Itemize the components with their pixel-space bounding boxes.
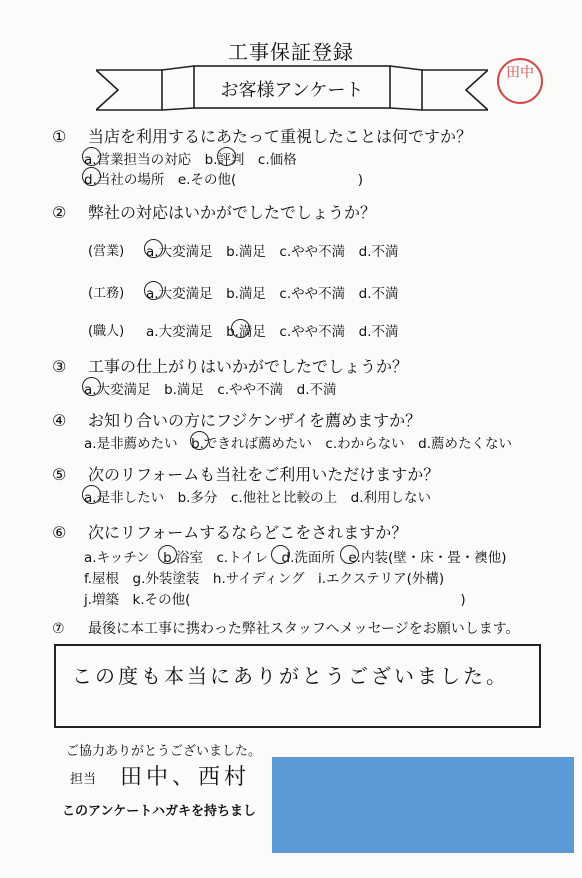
q5-options: a.是非したい b.多分 c.他社と比較の上 d.利用しない [84, 490, 431, 506]
question-number: ⑥ [52, 523, 67, 542]
answer-circle-d [82, 167, 101, 186]
answer-circle-e [340, 545, 359, 564]
question-text: お知り合いの方にフジケンザイを薦めますか？ [88, 411, 422, 430]
redaction-sticker [272, 757, 574, 853]
q6-options-line3: j.増築 k.その他( ) [84, 592, 466, 608]
q3-options: a.大変満足 b.満足 c.やや不満 d.不満 [84, 382, 337, 398]
answer-circle-b [190, 431, 209, 450]
q2-construction-options: a.大変満足 b.満足 c.やや不満 d.不満 [146, 286, 399, 302]
q1-options-line1: a.営業担当の対応 b.評判 c.価格 [84, 152, 297, 168]
answer-circle-b [217, 147, 236, 166]
answer-circle-b [231, 319, 250, 338]
answer-circle-a [82, 485, 101, 504]
question-number: ② [52, 203, 67, 222]
question-number: ④ [52, 411, 67, 430]
question-text: 弊社の対応はいかがでしたでしょうか？ [88, 203, 377, 222]
question-6 [52, 520, 407, 543]
thanks-text: ご協力ありがとうございました。 [66, 744, 262, 759]
row-label-craftsman: (職人) [88, 324, 125, 339]
answer-circle-b [158, 545, 177, 564]
question-number: ③ [52, 357, 67, 376]
tanto-label: 担当 [70, 772, 97, 787]
question-1 [52, 124, 472, 147]
question-text: 次のリフォームも当社をご利用いただけますか？ [88, 465, 440, 484]
question-number: ⑦ [52, 621, 65, 637]
question-7 [52, 618, 520, 638]
answer-circle-a [82, 147, 101, 166]
staff-signature: 田中、西村 [120, 765, 251, 790]
page-subtitle: お客様アンケート [220, 80, 364, 101]
question-5 [52, 462, 439, 485]
question-3 [52, 354, 408, 377]
question-4 [52, 408, 421, 431]
page-title: 工事保証登録 [228, 40, 354, 64]
q2-craftsman-options: a.大変満足 b.満足 c.やや不満 d.不満 [146, 324, 399, 340]
row-label-sales: (営業) [88, 244, 125, 259]
answer-circle-a [144, 281, 163, 300]
name-seal-stamp: 田中 [497, 58, 543, 104]
question-text: 次にリフォームするならどこをされますか？ [88, 523, 408, 542]
q4-options: a.是非薦めたい b.できれば薦めたい c.わからない d.薦めたくない [84, 436, 512, 452]
answer-circle-d [271, 545, 290, 564]
row-label-construction: (工務) [88, 286, 125, 301]
question-number: ① [52, 127, 67, 146]
question-text: 最後に本工事に携わった弊社スタッフへメッセージをお願いします。 [88, 621, 520, 637]
q1-options-line2: d.当社の場所 e.その他( ) [84, 172, 363, 188]
q6-options-line1: a.キッチン b.浴室 c.トイレ d.洗面所 e.内装(壁・床・畳・襖他) [84, 550, 507, 566]
question-number: ⑤ [52, 465, 67, 484]
q6-options-line2: f.屋根 g.外装塗装 h.サイディング i.エクステリア(外構) [84, 571, 445, 587]
question-2 [52, 200, 376, 223]
handwritten-message: この度も本当にありがとうございました。 [72, 664, 509, 688]
question-text: 当店を利用するにあたって重視したことは何ですか？ [88, 127, 473, 146]
answer-circle-a [82, 377, 101, 396]
postcard-note: このアンケートハガキを持ちまし [62, 804, 256, 819]
q2-sales-options: a.大変満足 b.満足 c.やや不満 d.不満 [146, 244, 399, 260]
answer-circle-a [144, 239, 163, 258]
question-text: 工事の仕上がりはいかがでしたでしょうか？ [88, 357, 409, 376]
